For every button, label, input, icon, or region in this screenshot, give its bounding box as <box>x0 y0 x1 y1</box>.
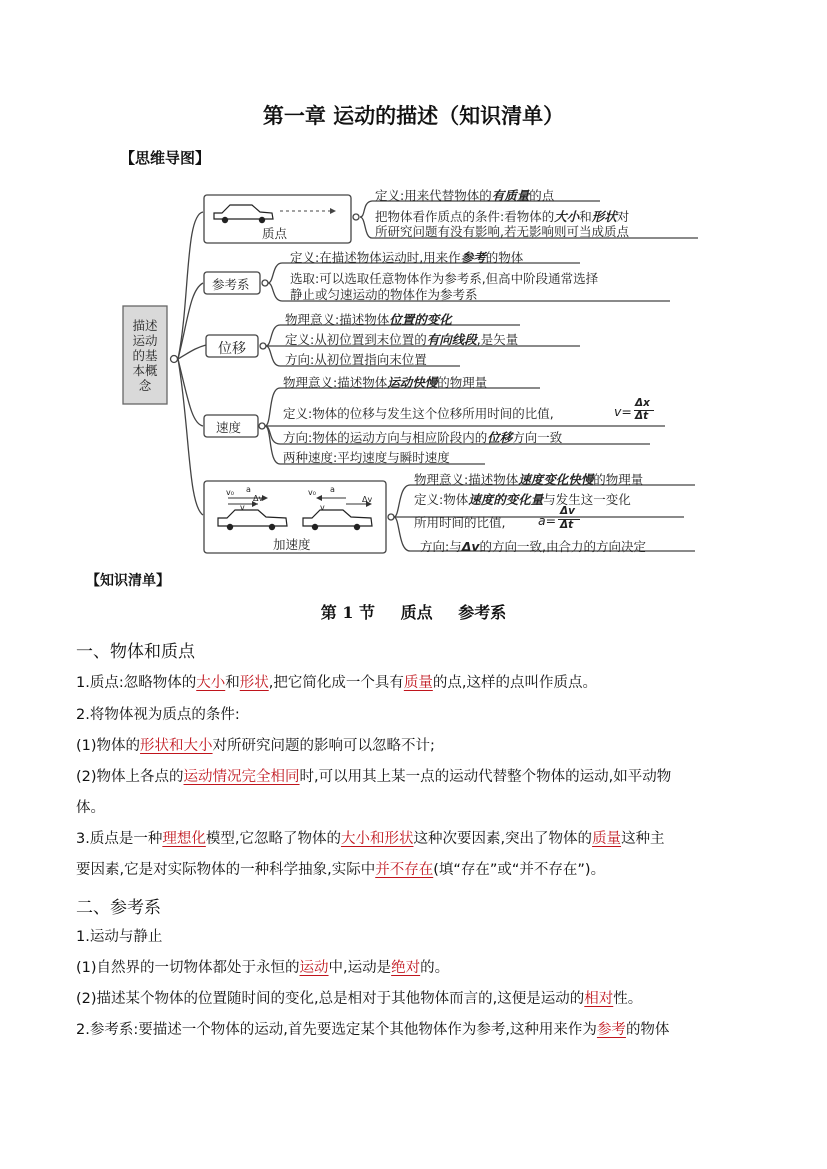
wy-dir: 方向:从初位置指向末位置 <box>285 352 427 367</box>
section-heading <box>0 600 827 623</box>
jsd-def-2: 所用时间的比值, <box>414 515 506 530</box>
ckx-def: 定义:在描述物体运动时,用来作参考的物体 <box>290 250 524 265</box>
para-3: (1)物体的形状和大小对所研究问题的影响可以忽略不计; <box>76 738 435 754</box>
para-9: 2.参考系:要描述一个物体的运动,首先要选定某个其他物体作为参考,这种用来作为参考的物体 <box>76 1022 670 1038</box>
jsd-formula-num: Δv <box>560 505 575 517</box>
jsd-formula-lhs: a= <box>538 513 557 528</box>
car-label: v₀ <box>226 488 234 497</box>
para-4: (2)物体上各点的运动情况完全相同时,可以用其上某一点的运动代替整个物体的运动,如平动物 <box>76 769 672 785</box>
para-4-cont: 体。 <box>76 800 105 816</box>
root-line: 运动 <box>132 333 158 348</box>
car-label: v₀ <box>308 488 316 497</box>
sd-formula-lhs: v= <box>614 404 632 419</box>
zhidian-cond: 把物体看作质点的条件:看物体的大小和形状对 <box>375 209 630 224</box>
ckx-sel-2: 静止或匀速运动的物体作为参考系 <box>290 287 478 302</box>
zhidian-cond-2: 所研究问题有没有影响,若无影响则可当成质点 <box>375 224 629 239</box>
mindmap-label: 【思维导图】 <box>120 149 211 167</box>
section-number: 第 1 节 <box>320 603 376 622</box>
car-label: a <box>246 485 251 494</box>
jsd-dir: 方向:与Δv的方向一致,由合力的方向决定 <box>420 539 647 554</box>
root-line: 念 <box>138 378 152 393</box>
para-5: 3.质点是一种理想化模型,它忽略了物体的大小和形状这种次要因素,突出了物体的质量这种主 <box>76 831 665 847</box>
para-7: (1)自然界的一切物体都处于永恒的运动中,运动是绝对的。 <box>76 960 450 976</box>
sd-formula-den: Δt <box>635 410 649 422</box>
mindmap-root <box>124 318 166 393</box>
jsd-meaning: 物理意义:描述物体速度变化快慢的物理量 <box>414 472 644 487</box>
zhidian-def: 定义:用来代替物体的有质量的点 <box>375 188 555 203</box>
sd-meaning: 物理意义:描述物体运动快慢的物理量 <box>283 375 488 390</box>
para-8: (2)描述某个物体的位置随时间的变化,总是相对于其他物体而言的,这便是运动的相对性。 <box>76 991 643 1007</box>
sd-formula-num: Δx <box>635 397 650 409</box>
section-name-1: 质点 <box>400 603 433 622</box>
wy-def: 定义:从初位置到末位置的有向线段,是矢量 <box>285 332 519 347</box>
car-label: Δv <box>362 495 373 504</box>
wy-meaning: 物理意义:描述物体位置的变化 <box>285 312 452 327</box>
sd-def: 定义:物体的位移与发生这个位移所用时间的比值, <box>283 406 554 421</box>
knowledge-label: 【知识清单】 <box>86 573 170 589</box>
node-jiasudu: 加速度 <box>273 537 311 552</box>
page-title: 第一章 运动的描述（知识清单） <box>262 104 565 128</box>
jsd-formula-den: Δt <box>560 519 574 531</box>
node-zhidian: 质点 <box>262 226 288 241</box>
node-cankaoxi: 参考系 <box>212 277 250 292</box>
para-5-cont: 要因素,它是对实际物体的一种科学抽象,实际中并不存在(填“存在”或“并不存在”)。 <box>76 862 606 878</box>
car-label: a <box>330 485 335 494</box>
root-line: 的基 <box>132 348 158 363</box>
para-1: 1.质点:忽略物体的大小和形状,把它简化成一个具有质量的点,这样的点叫作质点。 <box>76 675 597 691</box>
para-2: 2.将物体视为质点的条件: <box>76 707 240 723</box>
car-label: v <box>240 503 245 512</box>
heading-2: 二、参考系 <box>76 898 161 918</box>
heading-1: 一、物体和质点 <box>76 642 195 662</box>
car-label: v <box>320 503 325 512</box>
root-line: 描述 <box>132 318 158 333</box>
node-sudu: 速度 <box>216 420 242 435</box>
section-name-2: 参考系 <box>458 603 507 622</box>
para-6: 1.运动与静止 <box>76 929 163 945</box>
mindmap <box>0 0 827 560</box>
car-icon <box>214 205 336 223</box>
sd-two: 两种速度:平均速度与瞬时速度 <box>283 450 450 465</box>
node-weiyi: 位移 <box>218 341 246 357</box>
root-line: 本概 <box>132 363 158 378</box>
ckx-sel-1: 选取:可以选取任意物体作为参考系,但高中阶段通常选择 <box>290 271 599 286</box>
car-label: Δv <box>253 494 264 503</box>
sd-dir: 方向:物体的运动方向与相应阶段内的位移方向一致 <box>283 430 563 445</box>
jsd-def-1: 定义:物体速度的变化量与发生这一变化 <box>414 492 631 507</box>
